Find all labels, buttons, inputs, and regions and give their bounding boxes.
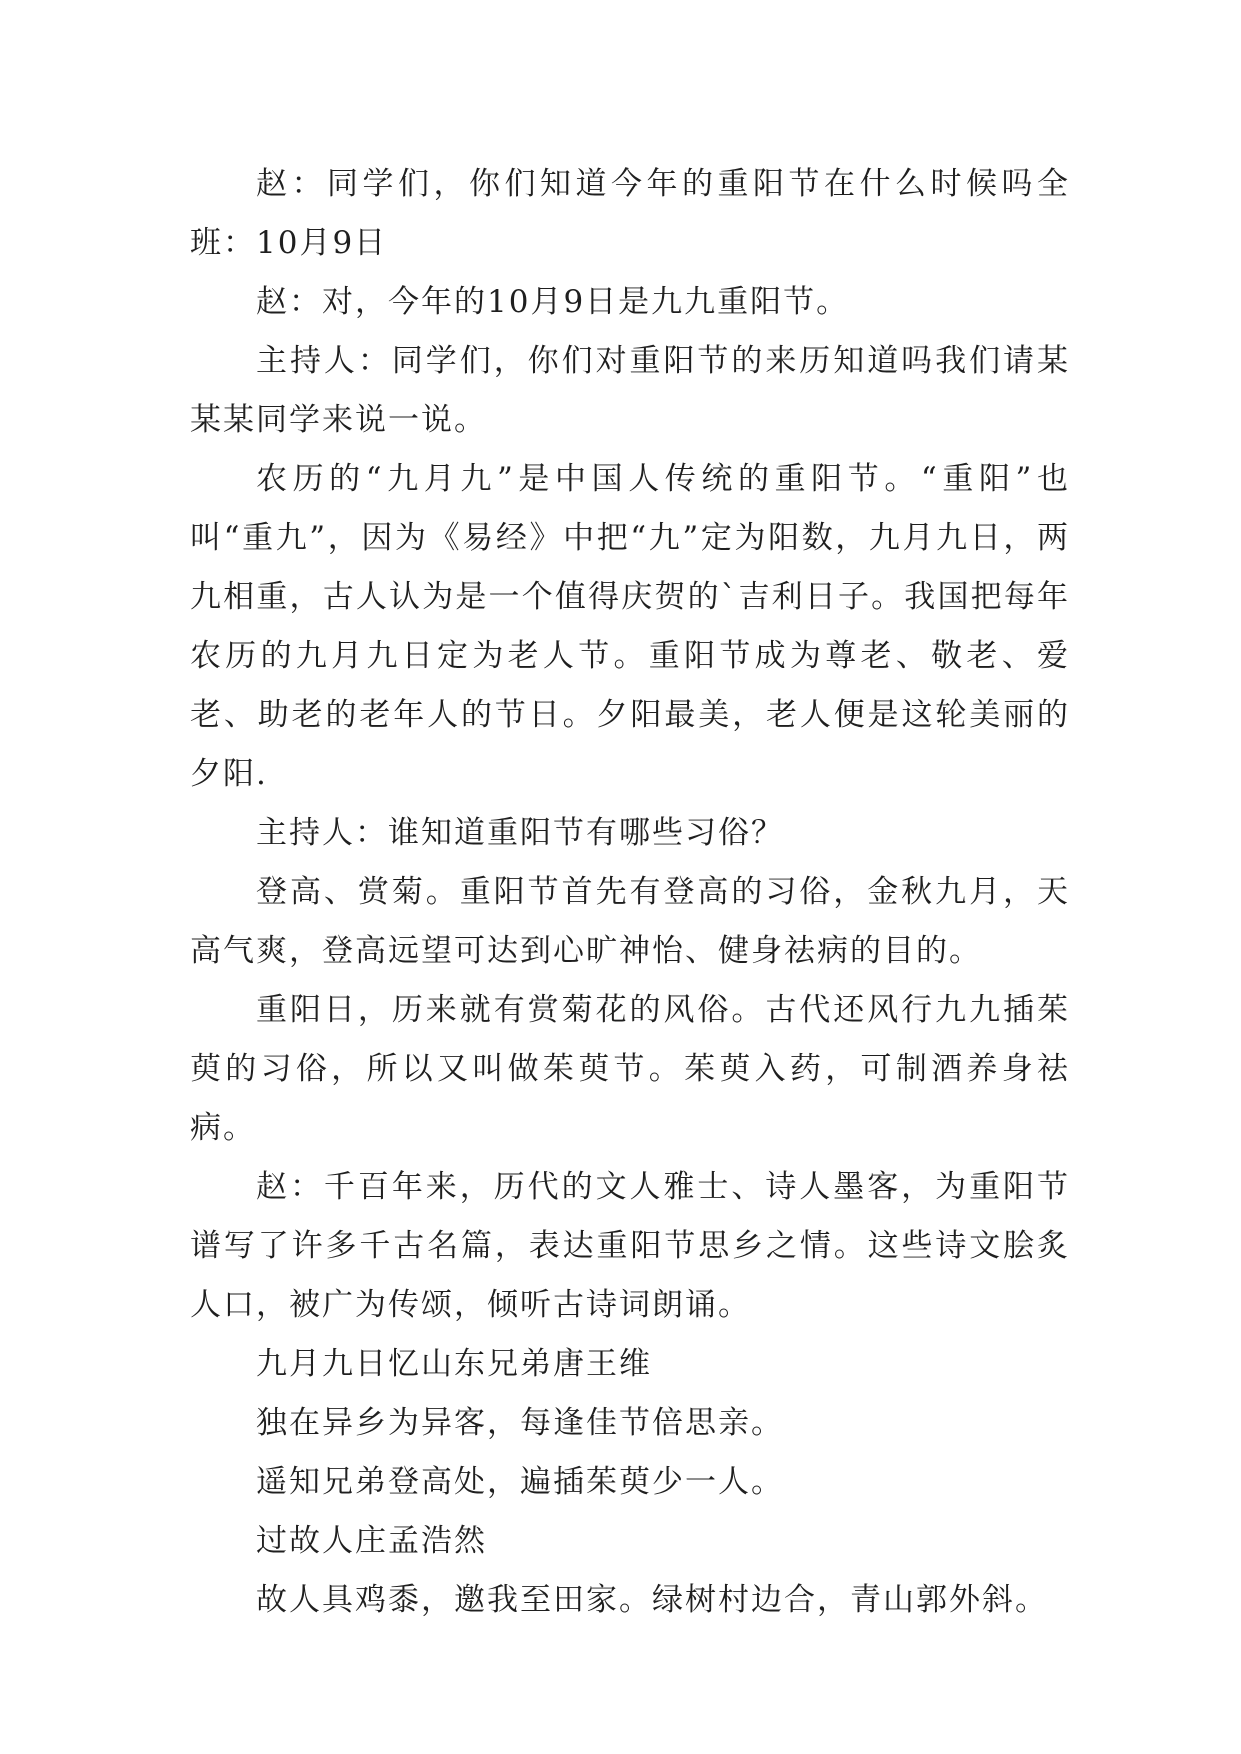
paragraph-origin-explanation: 农历的“九月九”是中国人传统的重阳节。“重阳”也叫“重九”，因为《易经》中把“九”定为阳数，九月九日，两九相重，古人认为是一个值得庆贺的`吉利日子。我国把每年农历的九月九日定为老人节。重阳节成为尊老、敬老、爱老、助老的老年人的节日。夕阳最美，老人便是这轮美丽的夕阳. <box>190 461 1070 792</box>
poem-title-1: 九月九日忆山东兄弟唐王维 <box>256 1346 652 1382</box>
paragraph-chrysanthemum-custom: 重阳日，历来就有赏菊花的风俗。古代还风行九九插茱萸的习俗，所以又叫做茱萸节。茱萸入药，可制酒养身祛病。 <box>190 992 1070 1146</box>
poem-title-2: 过故人庄孟浩然 <box>256 1523 487 1559</box>
poem-line-2: 遥知兄弟登高处，遍插茱萸少一人。 <box>256 1464 784 1500</box>
paragraph-climbing-custom: 登高、赏菊。重阳节首先有登高的习俗，金秋九月，天高气爽，登高远望可达到心旷神怡、健身祛病的目的。 <box>190 874 1070 969</box>
poem-line-3: 故人具鸡黍，邀我至田家。绿树村边合，青山郭外斜。 <box>256 1582 1048 1618</box>
paragraph-customs-question: 主持人：谁知道重阳节有哪些习俗？ <box>256 815 784 851</box>
paragraph-origin-question: 主持人：同学们，你们对重阳节的来历知道吗我们请某某某同学来说一说。 <box>190 343 1070 438</box>
paragraph-poetry-intro: 赵：千百年来，历代的文人雅士、诗人墨客，为重阳节谱写了许多千古名篇，表达重阳节思乡之情。这些诗文脍炙人口，被广为传颂，倾听古诗词朗诵。 <box>190 1169 1070 1323</box>
document-body <box>190 155 1070 1630</box>
paragraph-date-question: 赵：同学们，你们知道今年的重阳节在什么时候吗全班：10月9日 <box>190 166 1070 261</box>
paragraph-date-answer: 赵：对，今年的10月9日是九九重阳节。 <box>256 284 850 320</box>
poem-line-1: 独在异乡为异客，每逢佳节倍思亲。 <box>256 1405 784 1441</box>
